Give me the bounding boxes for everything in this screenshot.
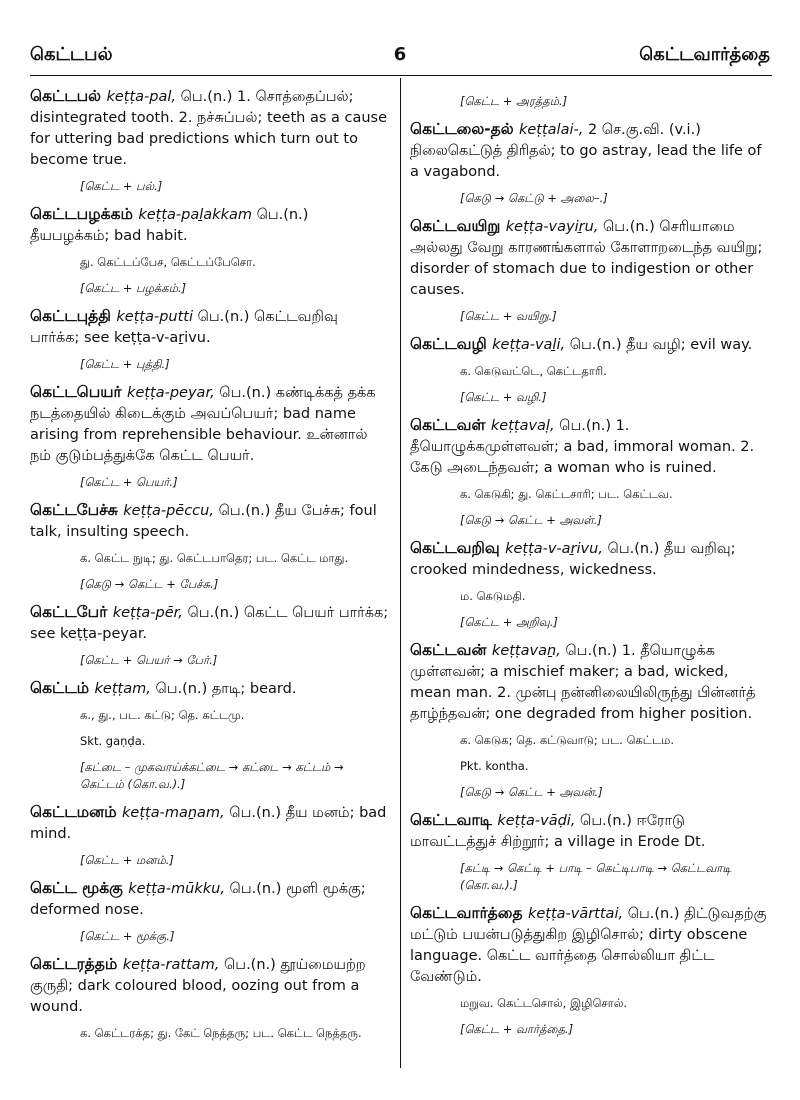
entry-transliteration: keṭṭa-vāḍi, <box>497 813 576 829</box>
dictionary-entry <box>30 802 390 845</box>
entry-definition: 2 செ.கு.வி. (v.i.) நிலைகெட்டுத் திரிதல்; to go astray, lead the life of a vagabond. <box>410 122 762 180</box>
right-column <box>410 86 770 1047</box>
entry-headword: கெட்டரத்தம் <box>30 955 123 973</box>
entry-transliteration: keṭṭa-mūkku, <box>128 881 225 897</box>
entry-transliteration: keṭṭa-putti <box>116 309 193 325</box>
page-number: 6 <box>393 44 407 65</box>
entry-definition: பெ.(n.) கண்டிக்கத் தக்க நடத்தையில் கிடைக்கும் அவப்பெயர்; bad name arising from reprehensible behaviour. உன்னால் நம் குடும்பத்துக்கே கெட்ட பெயர். <box>30 385 376 464</box>
entry-definition: பெ.(n.) தீய வழி; evil way. <box>565 337 753 353</box>
entry-headword: கெட்டவார்த்தை <box>410 904 528 922</box>
entry-headword: கெட்டலை-தல் <box>410 120 519 138</box>
entry-transliteration: keṭṭa-pal, <box>106 89 176 105</box>
entry-definition: பெ.(n.) தீயபழக்கம்; bad habit. <box>30 207 309 244</box>
cognate-note: க. கெட்டரக்த; து. கேட் நெத்தரு; பட. கெட்ட நெத்தரு. <box>80 1026 362 1040</box>
dictionary-entry <box>30 306 390 349</box>
entry-transliteration: keṭṭa-vārttai, <box>527 906 624 922</box>
dictionary-entry <box>410 640 770 725</box>
page-header <box>30 44 770 74</box>
entry-definition: பெ.(n.) திட்டுவதற்கு மட்டும் பயன்படுத்துகிற இழிசொல்; dirty obscene language. கெட்ட வார்த்தை சொல்லியா திட்ட வேண்டும். <box>410 906 767 985</box>
entry-transliteration: keṭṭa-rattam, <box>122 957 220 973</box>
etymology-note: [கட்டை – முகவாய்க்கட்டை → கட்டை → கட்டம் → கெட்டம் (கொ.வ.).] <box>80 760 344 791</box>
etymology-note: [கெட்ட + பல்.] <box>80 179 163 193</box>
entry-definition: பெ.(n.) ஈரோடு மாவட்டத்துச் சிற்றூர்; a village in Erode Dt. <box>410 813 706 850</box>
entry-transliteration: keṭṭam, <box>94 681 151 697</box>
entry-headword: கெட்டபல் <box>30 87 107 105</box>
left-column <box>30 86 390 1051</box>
etymology-note: [கெட்ட + மூக்கு.] <box>80 929 175 943</box>
etymology-note: [கெட்ட + பெயர்.] <box>80 475 178 489</box>
entry-transliteration: keṭṭa-vayiṟu, <box>505 219 599 235</box>
dictionary-entry <box>30 602 390 645</box>
cognate-note: க. கெட்ட நுடி; து. கெட்டபாதெர; பட. கெட்ட மாது. <box>80 551 349 565</box>
etymology-note: [கெட்ட + மனம்.] <box>80 853 174 867</box>
cognate-note: க., து., பட. கட்டு; தெ. கட்டமு. <box>80 708 245 722</box>
cognate-note: ம. கெடுமதி. <box>460 589 526 603</box>
entry-headword: கெட்டபெயர் <box>30 383 128 401</box>
entry-headword: கெட்டவறிவு <box>410 539 506 557</box>
entry-definition: பெ.(n.) 1. தீயொழுக்கமுள்ளவள்; a bad, immoral woman. 2. கேடு அடைந்தவள்; a woman who is ruined. <box>410 418 755 476</box>
entry-definition: பெ.(n.) தீய பேச்சு; foul talk, insulting speech. <box>30 503 377 540</box>
etymology-note: [கெட்ட + அரத்தம்.] <box>460 94 568 108</box>
header-right-guideword: கெட்டவார்த்தை <box>639 44 770 65</box>
etymology-note: [கெட்ட + பெயர் → பேர்.] <box>80 653 218 667</box>
column-divider <box>400 78 401 1068</box>
entry-transliteration: keṭṭa-v-aṟivu, <box>505 541 603 557</box>
dictionary-entry <box>410 334 770 356</box>
entry-headword: கெட்ட மூக்கு <box>30 879 129 897</box>
entry-definition: பெ.(n.) கெட்டவறிவு பார்க்க; see keṭṭa-v-aṟivu. <box>30 309 338 346</box>
entry-transliteration: keṭṭa-maṉam, <box>122 805 225 821</box>
entry-definition: பெ.(n.) தாடி; beard. <box>150 681 297 697</box>
entry-definition: பெ.(n.) தீய மனம்; bad mind. <box>30 805 387 842</box>
entry-definition: பெ.(n.) 1. சொத்தைப்பல்; disintegrated tooth. 2. நச்சுப்பல்; teeth as a cause for uttering bad predictions which turn out to become true. <box>30 89 388 168</box>
dictionary-entry <box>410 810 770 853</box>
entry-definition: பெ.(n.) செரியாமை அல்லது வேறு காரணங்களால் கோளாறடைந்த வயிறு; disorder of stomach due to indigestion or other causes. <box>410 219 763 298</box>
etymology-note: [கெடு → கெட்ட + அவள்.] <box>460 513 602 527</box>
etymology-note: [கட்டி → கெட்டி + பாடி – கெட்டிபாடி → கெட்டவாடி (கொ.வ.).] <box>460 861 732 892</box>
entry-headword: கெட்டவாடி <box>410 811 498 829</box>
entry-transliteration: keṭṭavaḷ, <box>490 418 555 434</box>
entry-headword: கெட்டமனம் <box>30 803 123 821</box>
etymology-note: [கெடு → கெட்ட + அவன்.] <box>460 785 603 799</box>
etymology-note: [கெட்ட + வார்த்தை.] <box>460 1022 574 1036</box>
dictionary-entry <box>30 954 390 1018</box>
entry-transliteration: keṭṭa-vaḻi, <box>492 337 566 353</box>
entry-headword: கெட்டவயிறு <box>410 217 506 235</box>
entry-transliteration: keṭṭa-paḻakkam <box>138 207 252 223</box>
dictionary-entry <box>410 903 770 988</box>
entry-headword: கெட்டபழக்கம் <box>30 205 139 223</box>
header-left-guideword: கெட்டபல் <box>30 44 113 65</box>
entry-headword: கெட்டபேர் <box>30 603 113 621</box>
dictionary-entry <box>30 204 390 247</box>
entry-headword: கெட்டவழி <box>410 335 493 353</box>
cognate-note: து. கெட்டப்பேச, கெட்டப்பேசொ. <box>80 255 256 269</box>
dictionary-entry <box>410 119 770 183</box>
etymology-note: [கெட்ட + புத்தி.] <box>80 357 170 371</box>
entry-transliteration: keṭṭalai-, <box>518 122 584 138</box>
etymology-note: [கெட்ட + அறிவு.] <box>460 615 558 629</box>
entry-transliteration: keṭṭa-pēccu, <box>123 503 214 519</box>
entry-definition: பெ.(n.) மூளி மூக்கு; deformed nose. <box>30 881 366 918</box>
entry-transliteration: keṭṭavaṉ, <box>491 643 561 659</box>
header-rule <box>30 75 772 76</box>
entry-definition: பெ.(n.) தீய வறிவு; crooked mindedness, wickedness. <box>410 541 736 578</box>
dictionary-entry <box>30 86 390 171</box>
dictionary-entry <box>410 216 770 301</box>
dictionary-entry <box>410 538 770 581</box>
etymology-note: [கெடு → கெட்ட + பேச்சு.] <box>80 577 219 591</box>
etymology-note: [கெடு → கெட்டு + அலை–.] <box>460 191 608 205</box>
entry-transliteration: keṭṭa-peyar, <box>127 385 215 401</box>
entry-transliteration: keṭṭa-pēr, <box>112 605 183 621</box>
etymology-note: [கெட்ட + வழி.] <box>460 390 547 404</box>
cognate-note: க. கெடுகி; து. கெட்டசாரி; பட. கெட்டவ. <box>460 487 673 501</box>
entry-headword: கெட்டவள் <box>410 416 491 434</box>
dictionary-entry <box>30 500 390 543</box>
etymology-note: [கெட்ட + பழக்கம்.] <box>80 281 186 295</box>
etymology-note: [கெட்ட + வயிறு.] <box>460 309 557 323</box>
entry-headword: கெட்டம் <box>30 679 95 697</box>
cognate-note: க. கெடுவட்டெ, கெட்டதாரி. <box>460 364 607 378</box>
cognate-note: மறுவ. கெட்டசொல், இழிசொல். <box>460 996 628 1010</box>
entry-definition: பெ.(n.) 1. தீயொழுக்க முள்ளவன்; a mischief maker; a bad, wicked, mean man. 2. முன்பு நன்னிலையிலிருந்து பின்னர்த் தாழ்ந்தவன்; one degraded from higher position. <box>410 643 756 722</box>
dictionary-entry <box>30 878 390 921</box>
dictionary-entry <box>410 415 770 479</box>
cognate-note: Skt. gaṇḍa. <box>80 734 146 748</box>
entry-definition: பெ.(n.) தூய்மையற்ற குருதி; dark coloured blood, oozing out from a wound. <box>30 957 366 1015</box>
cognate-note: க. கெடுக; தெ. கட்டுவாடு; பட. கெட்டம. <box>460 733 675 747</box>
dictionary-entry <box>30 678 390 700</box>
entry-headword: கெட்டபேச்சு <box>30 501 124 519</box>
dictionary-entry <box>30 382 390 467</box>
cognate-note: Pkt. kontha. <box>460 759 529 773</box>
entry-definition: பெ.(n.) கெட்ட பெயர் பார்க்க; see keṭṭa-peyar. <box>30 605 389 642</box>
entry-headword: கெட்டவன் <box>410 641 492 659</box>
entry-headword: கெட்டபுத்தி <box>30 307 117 325</box>
